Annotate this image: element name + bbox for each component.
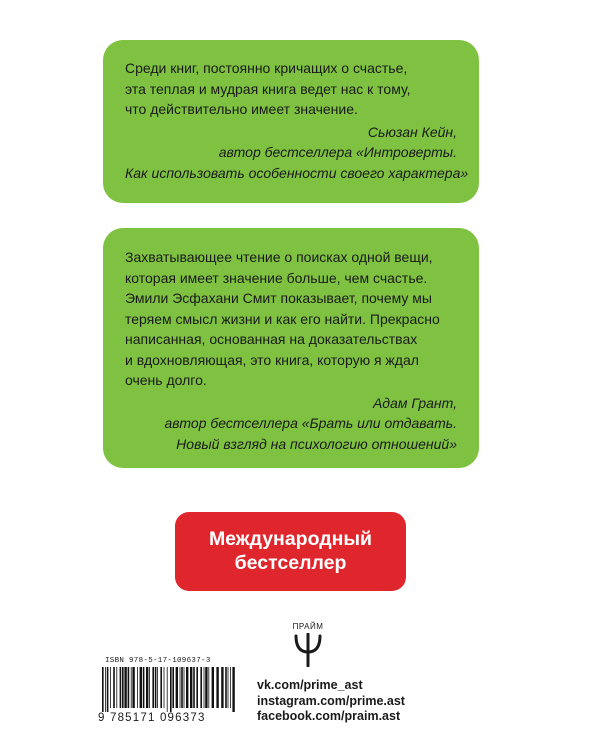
barcode-bar — [184, 667, 185, 708]
barcode-bar — [181, 667, 183, 708]
badge-line-2: бестселлер — [234, 552, 347, 574]
barcode-bar — [131, 667, 132, 708]
barcode-bar — [200, 667, 202, 708]
barcode-bar — [107, 667, 109, 712]
barcode-bar — [113, 667, 115, 708]
barcode-bar — [232, 667, 234, 712]
barcode-bar — [155, 667, 157, 708]
review-1-attribution — [125, 122, 469, 184]
publisher-logo — [248, 622, 368, 667]
facebook-link[interactable]: facebook.com/praim.ast — [257, 709, 401, 723]
barcode-bar — [180, 667, 181, 708]
review-2-attribution — [125, 393, 457, 455]
review-panel-2 — [103, 228, 479, 468]
barcode-bar — [225, 667, 227, 708]
vk-link[interactable]: vk.com/prime_ast — [257, 678, 363, 692]
barcode-bar — [132, 667, 134, 708]
barcode-bar — [167, 667, 168, 712]
barcode-bar — [105, 667, 106, 712]
barcode-bar — [228, 667, 229, 708]
review-1-author: Сьюзан Кейн, — [367, 123, 457, 140]
barcode-bar — [122, 667, 124, 708]
attribution-line: автор бестселлера «Брать или отдавать. — [164, 415, 457, 431]
badge-line-1: Международный — [208, 528, 373, 550]
barcode-bar — [170, 667, 172, 712]
barcode-bar — [230, 667, 231, 708]
barcode-bar — [196, 667, 198, 708]
review-1-quote — [125, 58, 457, 120]
barcode-bar — [212, 667, 214, 708]
barcode-bar — [221, 667, 223, 708]
barcode-bar — [186, 667, 188, 708]
quote-line: написанная, основанная на доказательствах — [125, 331, 418, 347]
attribution-line: Новый взгляд на психологию отношений» — [176, 435, 457, 452]
barcode — [100, 667, 240, 712]
review-2-author: Адам Грант, — [372, 394, 457, 411]
barcode-bar — [164, 667, 165, 708]
quote-line: Среди книг, постоянно кричащих о счастье, — [125, 60, 408, 76]
barcode-bar — [140, 667, 142, 708]
barcode-bar — [120, 667, 122, 708]
quote-line: теряем смысл жизни и как его найти. Прекрасно — [125, 310, 440, 327]
barcode-bar — [116, 667, 117, 708]
quote-line: очень долго. — [125, 372, 207, 388]
barcode-bar — [146, 667, 148, 708]
quote-line: Захватывающее чтение о поисках одной вещи, — [125, 249, 433, 265]
quote-line: эта теплая и мудрая книга ведет нас к тому, — [125, 80, 411, 97]
quote-line: которая имеет значение больше, чем счастье. — [125, 269, 428, 286]
barcode-bar — [208, 667, 209, 708]
barcode-bar — [204, 667, 205, 708]
psi-icon — [293, 633, 323, 667]
bestseller-badge — [175, 512, 406, 591]
barcode-bar — [205, 667, 207, 708]
barcode-bar — [176, 667, 178, 708]
quote-line: Эмили Эсфахани Смит показывает, почему мы — [125, 290, 432, 306]
instagram-link[interactable]: instagram.com/prime.ast — [257, 693, 405, 708]
barcode-bar — [152, 667, 154, 708]
barcode-bar — [149, 667, 150, 708]
attribution-line: автор бестселлера «Интроверты. — [218, 144, 457, 160]
barcode-number: 9 785171 096373 — [98, 712, 206, 724]
barcode-bar — [128, 667, 130, 708]
barcode-bar — [216, 667, 218, 708]
review-2-quote — [125, 247, 457, 391]
barcode-bar — [102, 667, 104, 712]
barcode-bar — [124, 667, 126, 708]
barcode-bar — [172, 667, 174, 708]
barcode-bar — [157, 667, 158, 708]
quote-line: и вдохновляющая, это книга, которую я ждал — [125, 351, 419, 368]
attribution-line: Как использовать особенности своего характера» — [125, 164, 469, 181]
barcode-bar — [193, 667, 195, 708]
barcode-bar — [190, 667, 192, 708]
barcode-bar — [160, 667, 162, 708]
social-links — [257, 678, 405, 725]
barcode-bar — [110, 667, 111, 708]
publisher-name: ПРАЙМ — [292, 622, 324, 631]
quote-line: что действительно имеет значение. — [125, 101, 358, 117]
barcode-bar — [137, 667, 138, 708]
isbn-text: ISBN 978-5-17-109637-3 — [105, 657, 211, 665]
review-panel-1 — [103, 40, 479, 203]
barcode-bar — [143, 667, 145, 708]
